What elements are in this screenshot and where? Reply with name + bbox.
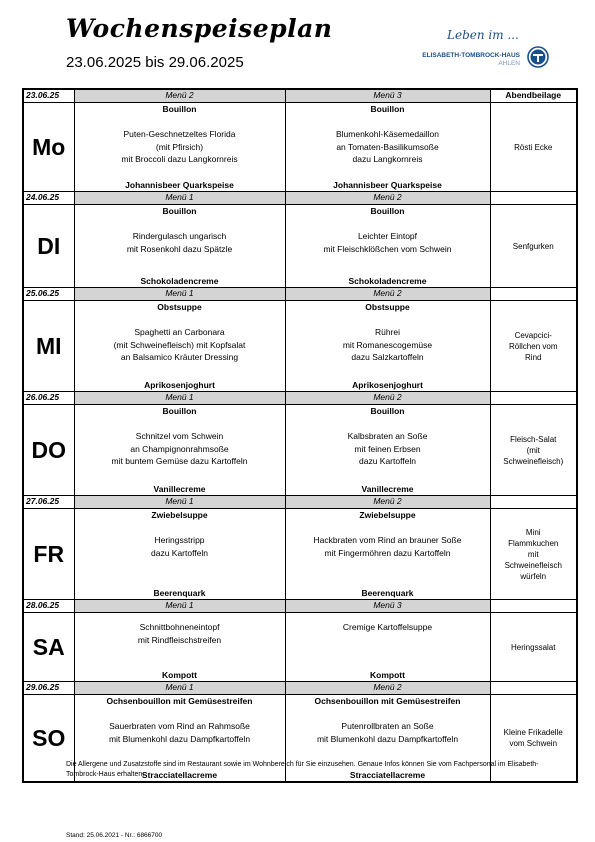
- menu-a-content: [75, 405, 285, 495]
- menu-b-main: [286, 720, 490, 745]
- logo-org-name: [414, 52, 520, 68]
- menu-b-main-line: mit Fingermöhren dazu Kartoffeln: [324, 547, 451, 558]
- menu-b-main: [286, 534, 490, 559]
- menu-a-main-line: Spaghetti an Carbonara: [134, 327, 225, 337]
- day-name: FR: [23, 509, 74, 600]
- menu-a-content: [75, 301, 285, 391]
- evening-line: Cevapcici-: [514, 330, 552, 340]
- menu-b-main-line: dazu Salzkartoffeln: [351, 352, 424, 362]
- menu-a-main: [75, 230, 285, 255]
- menu-b-main-line: an Tomaten-Basilikumsoße: [336, 141, 439, 152]
- menu-b-soup: Obstsuppe: [365, 302, 410, 312]
- menu-b-main-line: mit Fleischklößchen vom Schwein: [323, 243, 452, 254]
- evening-line: Kleine Frikadelle: [503, 728, 563, 737]
- day-header-row: [23, 600, 577, 613]
- evening-header: Abendbeilage: [490, 89, 577, 103]
- evening-line: Schweinefleisch: [504, 560, 562, 570]
- day-name: SA: [23, 613, 74, 682]
- allergen-note: Die Allergene und Zusatzstoffe sind im Restaurant sowie im Wohnbereich für Sie einzusehen. Genaue Infos können Sie vom Fachpersonal im Elisabeth-Tombrock-Haus erhalten.: [66, 761, 539, 778]
- menu-b-dessert: Aprikosenjoghurt: [352, 379, 423, 390]
- house-logo-icon: [527, 46, 549, 68]
- day-header-row: [23, 392, 577, 405]
- menu-a-main-line: an Champignonrahmsoße: [130, 443, 229, 454]
- menu-a-dessert: Kompott: [162, 669, 197, 680]
- menu-b-cell: [285, 613, 490, 682]
- menu-a-cell: [74, 205, 285, 288]
- evening-header-blank: [490, 192, 577, 205]
- evening-line: Heringssalat: [511, 642, 556, 652]
- day-date: 24.06.25: [23, 192, 74, 205]
- menu-b-main: [286, 128, 490, 166]
- menu-a-cell: [74, 301, 285, 392]
- menu-a-content: [75, 205, 285, 287]
- menu-a-label: Menü 1: [74, 496, 285, 509]
- menu-a-main-line: mit buntem Gemüse dazu Kartoffeln: [111, 456, 248, 466]
- menu-a-main: [75, 534, 285, 559]
- document-stand: Stand: 25.06.2021 - Nr.: 6866700: [66, 832, 163, 839]
- menu-b-main: [286, 430, 490, 468]
- day-content-row: [23, 509, 577, 600]
- menu-b-cell: [285, 405, 490, 496]
- menu-b-dessert: Johannisbeer Quarkspeise: [333, 179, 442, 190]
- menu-a-main-line: Puten-Geschnetzeltes Florida: [123, 129, 236, 139]
- menu-b-soup: Ochsenbouillon mit Gemüsestreifen: [314, 696, 461, 706]
- evening-line: mit: [527, 549, 539, 559]
- menu-b-main-line: Blumenkohl-Käsemedaillon: [335, 129, 439, 139]
- evening-line: Mini: [525, 527, 541, 537]
- menu-a-main-line: dazu Kartoffeln: [150, 547, 209, 558]
- menu-b-content: [286, 205, 490, 287]
- menu-a-main-line: Heringsstripp: [154, 535, 205, 545]
- day-name: DO: [23, 405, 74, 496]
- menu-a-cell: [74, 103, 285, 192]
- menu-a-main-line: Schnitzel vom Schwein: [135, 431, 224, 441]
- menu-a-content: [75, 103, 285, 191]
- menu-b-label: Menü 3: [285, 89, 490, 103]
- menu-b-main: [286, 230, 490, 255]
- day-name: SO: [23, 695, 74, 783]
- date-range: 23.06.2025 bis 29.06.2025: [66, 54, 244, 71]
- menu-a-label: Menü 1: [74, 192, 285, 205]
- meal-plan-table: [22, 88, 578, 783]
- menu-b-content: [286, 509, 490, 599]
- menu-a-soup: Bouillon: [162, 104, 197, 114]
- day-content-row: [23, 613, 577, 682]
- menu-b-soup: Bouillon: [370, 104, 405, 114]
- menu-a-label: Menü 1: [74, 392, 285, 405]
- day-date: 25.06.25: [23, 288, 74, 301]
- day-name: Mo: [23, 103, 74, 192]
- day-date: 26.06.25: [23, 392, 74, 405]
- day-content-row: [23, 103, 577, 192]
- day-header-row: [23, 682, 577, 695]
- menu-b-label: Menü 2: [285, 682, 490, 695]
- menu-b-dessert: Beerenquark: [361, 587, 414, 598]
- day-name: MI: [23, 301, 74, 392]
- menu-a-soup: Bouillon: [162, 406, 197, 416]
- menu-b-main-line: dazu Langkornreis: [352, 154, 423, 164]
- day-header-row: [23, 89, 577, 103]
- menu-b-content: [286, 621, 490, 681]
- evening-line: Röllchen vom: [509, 341, 558, 351]
- menu-b-main-line: Hackbraten vom Rind an brauner Soße: [313, 535, 462, 545]
- evening-line: (mit: [526, 445, 540, 455]
- menu-b-cell: [285, 205, 490, 288]
- menu-b-main-line: Cremige Kartoffelsuppe: [342, 622, 433, 632]
- menu-a-main-line: mit Blumenkohl dazu Dampfkartoffeln: [108, 733, 251, 744]
- menu-b-main-line: Kalbsbraten an Soße: [347, 431, 428, 441]
- menu-a-dessert: Vanillecreme: [153, 483, 206, 494]
- menu-a-dessert: Schokoladencreme: [140, 275, 219, 286]
- menu-a-main-line: (mit Schweinefleisch) mit Kopfsalat: [113, 339, 246, 350]
- day-content-row: [23, 301, 577, 392]
- day-date: 28.06.25: [23, 600, 74, 613]
- menu-a-cell: [74, 613, 285, 682]
- menu-b-cell: [285, 509, 490, 600]
- evening-line: Schweinefleisch): [503, 456, 564, 466]
- day-header-row: [23, 288, 577, 301]
- menu-b-label: Menü 2: [285, 288, 490, 301]
- menu-a-main-line: Rindergulasch ungarisch: [132, 231, 227, 241]
- evening-line: Senfgurken: [512, 241, 554, 251]
- evening-header-blank: [490, 288, 577, 301]
- menu-b-cell: [285, 103, 490, 192]
- menu-b-main-line: Putenrollbraten an Soße: [341, 721, 434, 731]
- menu-a-dessert: Johannisbeer Quarkspeise: [125, 179, 234, 190]
- menu-b-label: Menü 2: [285, 392, 490, 405]
- menu-a-dessert: Stracciatellacreme: [141, 769, 218, 780]
- day-date: 27.06.25: [23, 496, 74, 509]
- evening-side-dish: [490, 509, 577, 600]
- menu-b-soup: Zwiebelsuppe: [359, 510, 416, 520]
- menu-a-main-line: an Balsamico Kräuter Dressing: [120, 352, 239, 362]
- menu-a-main: [75, 430, 285, 468]
- menu-b-content: [286, 301, 490, 391]
- evening-header-blank: [490, 682, 577, 695]
- menu-b-main-line: mit feinen Erbsen: [354, 443, 421, 454]
- org-place: AHLEN: [498, 60, 520, 67]
- evening-line: Fleisch-Salat: [510, 434, 557, 444]
- menu-a-main: [75, 326, 285, 364]
- evening-header-blank: [490, 392, 577, 405]
- menu-a-soup: Bouillon: [162, 206, 197, 216]
- menu-b-dessert: Kompott: [370, 669, 405, 680]
- menu-a-dessert: Beerenquark: [153, 587, 206, 598]
- menu-b-label: Menü 2: [285, 496, 490, 509]
- day-date: 29.06.25: [23, 682, 74, 695]
- evening-side-dish: [490, 205, 577, 288]
- menu-a-main-line: Schnittbohneneintopf: [139, 622, 220, 632]
- evening-line: Flammkuchen: [508, 538, 559, 548]
- day-date: 23.06.25: [23, 89, 74, 103]
- menu-b-label: Menü 3: [285, 600, 490, 613]
- menu-a-main: [75, 128, 285, 166]
- day-name: DI: [23, 205, 74, 288]
- evening-line: vom Schwein: [509, 739, 558, 748]
- menu-b-label: Menü 2: [285, 192, 490, 205]
- day-header-row: [23, 496, 577, 509]
- menu-a-label: Menü 1: [74, 682, 285, 695]
- menu-b-content: [286, 405, 490, 495]
- evening-side-dish: [490, 301, 577, 392]
- menu-a-cell: [74, 509, 285, 600]
- menu-a-label: Menü 1: [74, 288, 285, 301]
- menu-a-main-line: mit Broccoli dazu Langkornreis: [121, 154, 238, 164]
- menu-a-dessert: Aprikosenjoghurt: [144, 379, 215, 390]
- menu-a-main-line: (mit Pfirsich): [155, 141, 204, 152]
- menu-b-content: [286, 103, 490, 191]
- menu-a-cell: [74, 405, 285, 496]
- page-title: Wochenspeiseplan: [66, 14, 333, 43]
- evening-line: würfeln: [520, 571, 547, 581]
- evening-header-blank: [490, 496, 577, 509]
- menu-b-soup: Bouillon: [370, 406, 405, 416]
- menu-a-label: Menü 2: [74, 89, 285, 103]
- menu-b-main-line: Rührei: [374, 327, 401, 337]
- evening-side-dish: [490, 405, 577, 496]
- menu-a-soup: Zwiebelsuppe: [151, 510, 208, 520]
- menu-b-soup: Bouillon: [370, 206, 405, 216]
- menu-a-content: [75, 509, 285, 599]
- menu-b-main-line: dazu Kartoffeln: [358, 456, 417, 466]
- menu-b-dessert: Stracciatellacreme: [349, 769, 426, 780]
- menu-a-main: [75, 720, 285, 745]
- menu-b-dessert: Schokoladencreme: [348, 275, 427, 286]
- menu-b-main-line: mit Romanescogemüse: [342, 339, 433, 350]
- evening-line: Rind: [525, 352, 542, 362]
- menu-a-label: Menü 1: [74, 600, 285, 613]
- menu-b-main: [286, 326, 490, 364]
- day-content-row: [23, 205, 577, 288]
- evening-side-dish: [490, 613, 577, 682]
- menu-a-soup: Ochsenbouillon mit Gemüsestreifen: [106, 696, 253, 706]
- menu-a-soup: Obstsuppe: [157, 302, 202, 312]
- menu-a-main-line: Sauerbraten vom Rind an Rahmsoße: [109, 721, 250, 731]
- menu-b-main-line: mit Blumenkohl dazu Dampfkartoffeln: [316, 733, 459, 744]
- day-header-row: [23, 192, 577, 205]
- menu-a-main: [75, 621, 285, 646]
- menu-b-cell: [285, 301, 490, 392]
- menu-a-content: [75, 621, 285, 681]
- menu-a-main-line: mit Rosenkohl dazu Spätzle: [126, 243, 233, 254]
- evening-header-blank: [490, 600, 577, 613]
- evening-side-dish: [490, 103, 577, 192]
- logo-slogan: Leben im ...: [447, 28, 519, 42]
- org-name: ELISABETH-TOMBROCK-HAUS: [422, 52, 520, 59]
- evening-line: Rösti Ecke: [514, 142, 553, 152]
- menu-b-dessert: Vanillecreme: [361, 483, 414, 494]
- menu-a-main-line: mit Rindfleischstreifen: [137, 634, 222, 645]
- menu-b-main-line: Leichter Eintopf: [357, 231, 418, 241]
- menu-b-main: [286, 621, 490, 634]
- day-content-row: [23, 405, 577, 496]
